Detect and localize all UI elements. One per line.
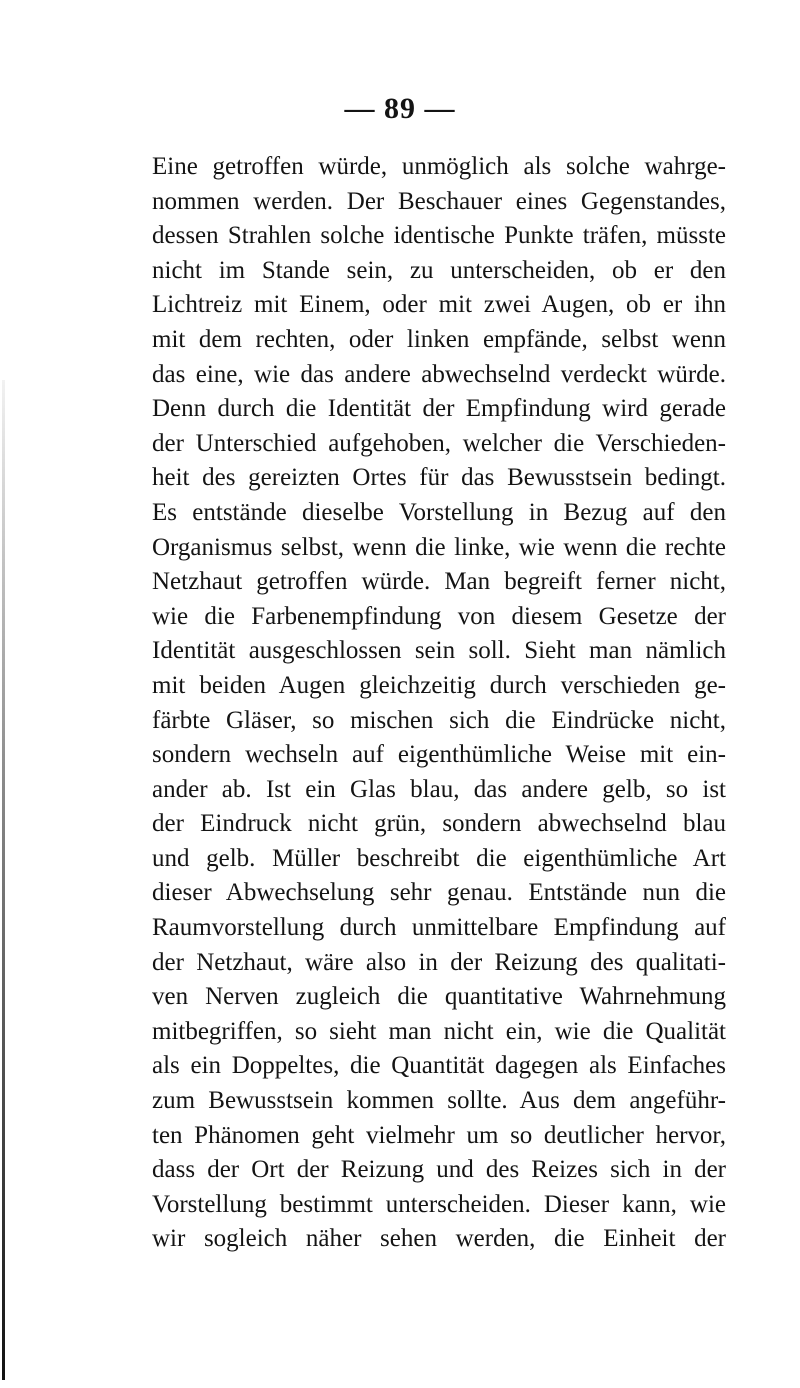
text-line: mit beiden Augen gleichzeitig durch verschieden ge- xyxy=(152,671,726,699)
text-line: der Unterschied aufgehoben, welcher die Verschieden- xyxy=(152,429,726,457)
text-line: mit dem rechten, oder linken empfände, selbst wenn xyxy=(152,325,726,353)
text-line: Identität ausgeschlossen sein soll. Sieht man nämlich xyxy=(152,637,726,665)
text-line: Organismus selbst, wenn die linke, wie wenn die rechte xyxy=(152,533,726,561)
text-line: der Netzhaut, wäre also in der Reizung des qualitati- xyxy=(152,948,726,976)
text-line: Denn durch die Identität der Empfindung wird gerade xyxy=(152,395,726,423)
text-line: dessen Strahlen solche identische Punkte träfen, müsste xyxy=(152,222,726,250)
text-line: nicht im Stande sein, zu unterscheiden, ob er den xyxy=(152,256,726,284)
page-number: — 89 — xyxy=(344,92,456,125)
text-line: färbte Gläser, so mischen sich die Eindrücke nicht, xyxy=(152,706,726,734)
text-line: wir sogleich näher sehen werden, die Einheit der xyxy=(152,1225,726,1253)
text-line: wie die Farbenempfindung von diesem Gesetze der xyxy=(152,602,726,630)
text-line: Raumvorstellung durch unmittelbare Empfindung auf xyxy=(152,914,726,942)
text-line: ten Phänomen geht vielmehr um so deutlicher hervor, xyxy=(152,1121,726,1149)
text-line: dass der Ort der Reizung und des Reizes sich in der xyxy=(152,1156,726,1184)
text-line: nommen werden. Der Beschauer eines Gegenstandes, xyxy=(152,187,726,215)
text-line: ven Nerven zugleich die quantitative Wahrnehmung xyxy=(152,983,726,1011)
text-line: das eine, wie das andere abwechselnd verdeckt würde. xyxy=(152,360,726,388)
text-line: ander ab. Ist ein Glas blau, das andere gelb, so ist xyxy=(152,775,726,803)
text-line: sondern wechseln auf eigenthümliche Weise mit ein- xyxy=(152,741,726,769)
text-line: Lichtreiz mit Einem, oder mit zwei Augen, ob er ihn xyxy=(152,291,726,319)
body-text xyxy=(152,150,726,1257)
text-line: als ein Doppeltes, die Quantität dagegen als Einfaches xyxy=(152,1052,726,1080)
text-line: Netzhaut getroffen würde. Man begreift ferner nicht, xyxy=(152,568,726,596)
text-line: mitbegriffen, so sieht man nicht ein, wie die Qualität xyxy=(152,1017,726,1045)
scan-edge-shadow xyxy=(2,380,5,1380)
text-line: und gelb. Müller beschreibt die eigenthümliche Art xyxy=(152,844,726,872)
text-line: Es entstände dieselbe Vorstellung in Bezug auf den xyxy=(152,498,726,526)
text-line: heit des gereizten Ortes für das Bewusstsein bedingt. xyxy=(152,464,726,492)
text-line: der Eindruck nicht grün, sondern abwechselnd blau xyxy=(152,810,726,838)
text-line: Eine getroffen würde, unmöglich als solche wahrge- xyxy=(152,153,726,180)
text-line: dieser Abwechselung sehr genau. Entstände nun die xyxy=(152,879,726,907)
text-line: zum Bewusstsein kommen sollte. Aus dem angeführ- xyxy=(152,1087,726,1115)
text-line: Vorstellung bestimmt unterscheiden. Dieser kann, wie xyxy=(152,1190,726,1218)
